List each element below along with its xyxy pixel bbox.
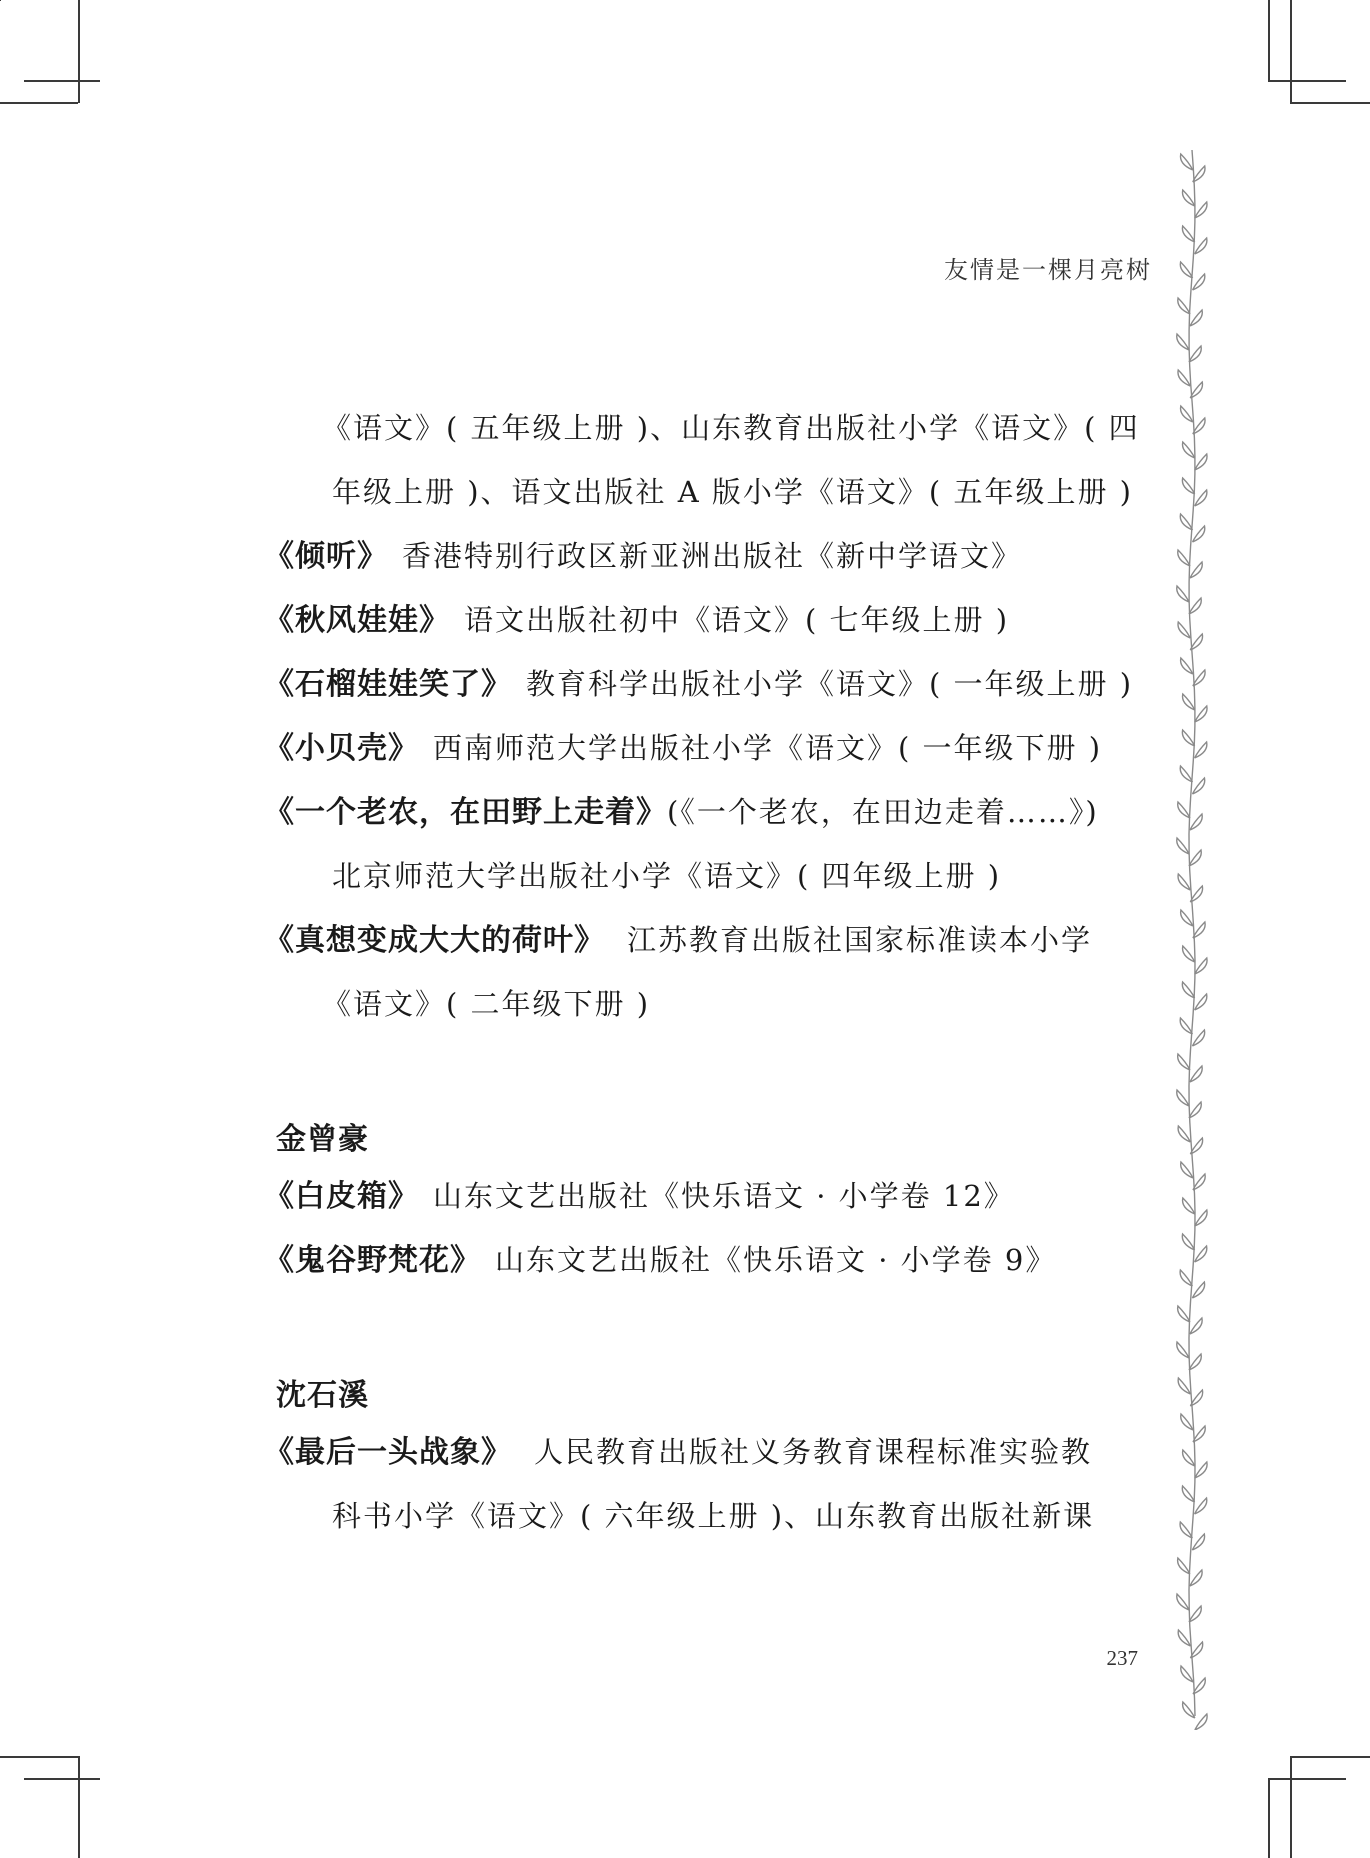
- leaf-icon: [1190, 814, 1202, 830]
- leaf-icon: [1190, 310, 1202, 326]
- leaf-icon: [1177, 586, 1189, 602]
- leaf-icon: [1195, 1714, 1207, 1730]
- list-item: [264, 600, 1009, 641]
- leaf-icon: [1190, 562, 1202, 578]
- entry-source: 语文出版社初中《语文》( 七年级上册 ): [464, 603, 1010, 637]
- leaf-icon: [1189, 1354, 1201, 1370]
- leaf-icon: [1195, 994, 1207, 1010]
- leaf-icon: [1190, 1570, 1202, 1586]
- leaf-icon: [1195, 238, 1207, 254]
- leaf-icon: [1192, 1282, 1204, 1298]
- leaf-icon: [1189, 346, 1201, 362]
- leaf-icon: [1183, 442, 1195, 458]
- entry-title: 《白皮箱》: [264, 1179, 419, 1214]
- leaf-icon: [1192, 1030, 1204, 1046]
- list-item: [264, 1432, 1092, 1473]
- leaf-icon: [1181, 910, 1193, 926]
- author-heading: 金曾豪: [276, 1122, 369, 1157]
- leaf-icon: [1190, 1642, 1202, 1658]
- author-heading: 沈石溪: [276, 1378, 369, 1413]
- entry-source: 香港特别行政区新亚洲出版社《新中学语文》: [402, 539, 1023, 573]
- list-item: [332, 1496, 1094, 1536]
- entry-title: 《秋风娃娃》: [264, 603, 450, 638]
- leaf-icon: [1178, 1630, 1190, 1646]
- leaf-icon: [1183, 694, 1195, 710]
- leaf-icon: [1177, 1090, 1189, 1106]
- leaf-icon: [1178, 298, 1190, 314]
- leaf-icon: [1178, 1054, 1190, 1070]
- list-item: [264, 1176, 1015, 1217]
- leaf-icon: [1180, 766, 1192, 782]
- entry-title: 《最后一头战象》: [264, 1435, 512, 1470]
- leaf-icon: [1189, 598, 1201, 614]
- entry-source: 江苏教育出版社国家标准读本小学: [627, 923, 1093, 957]
- entry-title: 《一个老农，在田野上走着》: [264, 795, 667, 830]
- leaf-icon: [1182, 982, 1194, 998]
- leaf-icon: [1183, 946, 1195, 962]
- entry-title: 《小贝壳》: [264, 731, 419, 766]
- list-item: [264, 1240, 1056, 1281]
- leaf-icon: [1190, 1066, 1202, 1082]
- leaf-icon: [1182, 730, 1194, 746]
- leaf-icon: [1192, 778, 1204, 794]
- list-item: [332, 856, 1001, 896]
- leaf-icon: [1177, 1342, 1189, 1358]
- leaf-icon: [1193, 418, 1205, 434]
- leaf-icon: [1178, 1306, 1190, 1322]
- leaf-icon: [1183, 1198, 1195, 1214]
- leaf-icon: [1190, 1390, 1202, 1406]
- entry-source: 人民教育出版社义务教育课程标准实验教: [534, 1435, 1093, 1469]
- leaf-icon: [1190, 886, 1202, 902]
- leaf-icon: [1195, 1498, 1207, 1514]
- entry-source: 山东文艺出版社《快乐语文 · 小学卷 9》: [495, 1243, 1057, 1277]
- leaf-icon: [1181, 658, 1193, 674]
- leaf-icon: [1178, 874, 1190, 890]
- leaf-icon: [1177, 1594, 1189, 1610]
- leaf-icon: [1178, 550, 1190, 566]
- leaf-icon: [1182, 226, 1194, 242]
- leaf-icon: [1190, 634, 1202, 650]
- leaf-icon: [1189, 1606, 1201, 1622]
- leaf-icon: [1180, 514, 1192, 530]
- leaf-icon: [1182, 190, 1194, 206]
- entry-title: 《石榴娃娃笑了》: [264, 667, 512, 702]
- leaf-icon: [1183, 1702, 1195, 1718]
- list-item: [322, 984, 650, 1024]
- leaf-icon: [1180, 154, 1192, 170]
- leaf-icon: [1195, 490, 1207, 506]
- leaf-icon: [1193, 1174, 1205, 1190]
- leaf-icon: [1181, 1666, 1193, 1682]
- leaf-icon: [1178, 1378, 1190, 1394]
- leaf-icon: [1177, 334, 1189, 350]
- list-item: [332, 472, 1133, 512]
- leaf-icon: [1193, 166, 1205, 182]
- leaf-icon: [1195, 742, 1207, 758]
- leaf-icon: [1182, 1234, 1194, 1250]
- running-head: 友情是一棵月亮树: [944, 256, 1152, 284]
- leaf-icon: [1177, 838, 1189, 854]
- entry-title: 《鬼谷野梵花》: [264, 1243, 481, 1278]
- leaf-icon: [1189, 850, 1201, 866]
- entry-source: 年级上册 )、语文出版社 A 版小学《语文》( 五年级上册 ): [332, 475, 1133, 509]
- leaf-icon: [1181, 1162, 1193, 1178]
- leaf-icon: [1181, 406, 1193, 422]
- leaf-icon: [1178, 370, 1190, 386]
- leaf-icon: [1193, 526, 1205, 542]
- leaf-icon: [1190, 1138, 1202, 1154]
- entry-source: 教育科学出版社小学《语文》( 一年级上册 ): [526, 667, 1134, 701]
- entry-title: 《真想变成大大的荷叶》: [264, 923, 605, 958]
- leaf-icon: [1195, 958, 1207, 974]
- entry-source: 西南师范大学出版社小学《语文》( 一年级下册 ): [433, 731, 1103, 765]
- leaf-icon: [1195, 454, 1207, 470]
- leaf-icon: [1193, 1678, 1205, 1694]
- list-item: [322, 408, 1140, 448]
- leaf-icon: [1195, 706, 1207, 722]
- leaf-icon: [1193, 1426, 1205, 1442]
- leaf-icon: [1195, 1462, 1207, 1478]
- leaf-icon: [1178, 1558, 1190, 1574]
- leaf-icon: [1195, 1210, 1207, 1226]
- entry-source: 《语文》( 二年级下册 ): [322, 987, 651, 1021]
- leaf-icon: [1193, 274, 1205, 290]
- leaf-icon: [1189, 1102, 1201, 1118]
- leaf-icon: [1178, 802, 1190, 818]
- leaf-icon: [1182, 1486, 1194, 1502]
- leaf-icon: [1178, 622, 1190, 638]
- leaf-icon: [1180, 1522, 1192, 1538]
- entry-source: 科书小学《语文》( 六年级上册 )、山东教育出版社新课: [332, 1499, 1095, 1533]
- leaf-icon: [1193, 922, 1205, 938]
- leaf-icon: [1190, 382, 1202, 398]
- leaf-icon: [1180, 262, 1192, 278]
- leaf-icon: [1193, 670, 1205, 686]
- leaf-icon: [1178, 1126, 1190, 1142]
- list-item: [264, 536, 1022, 577]
- page-number: 237: [1106, 1646, 1138, 1670]
- leaf-icon: [1180, 1018, 1192, 1034]
- entry-source: (《一个老农，在田边走着……》): [667, 795, 1099, 829]
- list-item: [264, 664, 1133, 705]
- leaf-icon: [1195, 202, 1207, 218]
- leaf-icon: [1180, 1270, 1192, 1286]
- list-item: [264, 792, 1099, 833]
- leaf-icon: [1183, 1450, 1195, 1466]
- list-item: [264, 920, 1092, 961]
- leaf-icon: [1195, 1246, 1207, 1262]
- entry-source: 山东文艺出版社《快乐语文 · 小学卷 12》: [433, 1179, 1015, 1213]
- leaf-icon: [1182, 478, 1194, 494]
- leaf-icon: [1181, 1414, 1193, 1430]
- list-item: [264, 728, 1102, 769]
- leaf-icon: [1192, 1534, 1204, 1550]
- entry-source: 北京师范大学出版社小学《语文》( 四年级上册 ): [332, 859, 1002, 893]
- entry-source: 《语文》( 五年级上册 )、山东教育出版社小学《语文》( 四: [322, 411, 1140, 445]
- leaf-vine-ornament: [1172, 150, 1212, 1730]
- entry-title: 《倾听》: [264, 539, 388, 574]
- leaf-icon: [1190, 1318, 1202, 1334]
